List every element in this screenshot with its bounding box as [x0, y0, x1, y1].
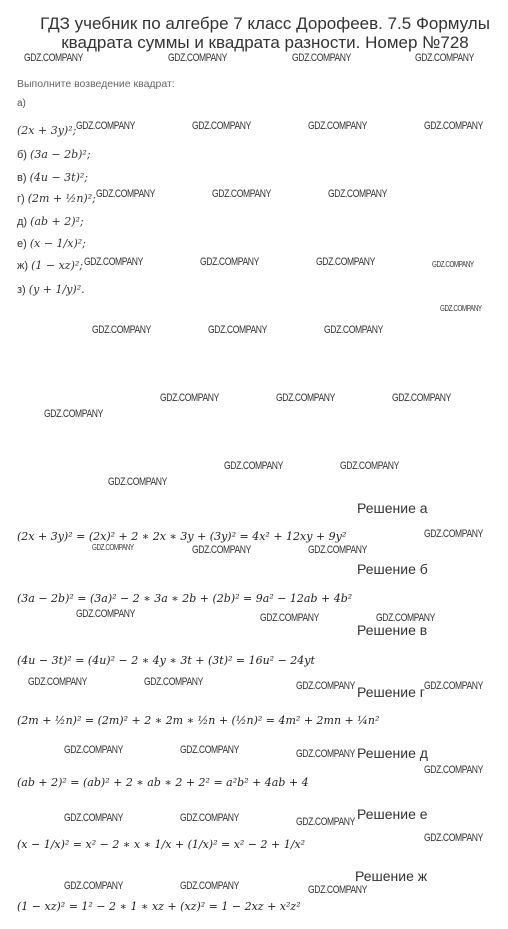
watermark: GDZ.COMPANY [28, 676, 87, 688]
task-expr: (1 − xz)²; [31, 259, 83, 272]
watermark: GDZ.COMPANY [424, 832, 483, 844]
solution-equation-e: (ab + 2)² = (ab)² + 2 ∗ ab ∗ 2 + 2² = a²b² + 4ab + 4 [17, 776, 309, 789]
watermark: GDZ.COMPANY [328, 188, 387, 200]
watermark: GDZ.COMPANY [340, 460, 399, 472]
watermark: GDZ.COMPANY [308, 884, 367, 896]
task-label: г) [17, 193, 25, 205]
watermark: GDZ.COMPANY [316, 256, 375, 268]
watermark: GDZ.COMPANY [64, 812, 123, 824]
watermark: GDZ.COMPANY [64, 744, 123, 756]
task-instruction: Выполните возведение квадрат: [17, 78, 175, 90]
watermark: GDZ.COMPANY [168, 52, 227, 64]
task-expr: (y + 1/y)². [28, 283, 85, 296]
watermark: GDZ.COMPANY [76, 120, 135, 132]
task-h [17, 283, 85, 296]
watermark: GDZ.COMPANY [92, 324, 151, 336]
task-expr: (4u − 3t)²; [29, 171, 88, 184]
solution-equation-f: (x − 1/x)² = x² − 2 ∗ x ∗ 1/x + (1/x)² = x² − 2 + 1/x² [17, 838, 306, 851]
watermark: GDZ.COMPANY [308, 120, 367, 132]
task-label: в) [17, 172, 27, 184]
watermark: GDZ.COMPANY [192, 544, 251, 556]
solution-equation-g: (1 − xz)² = 1² − 2 ∗ 1 ∗ xz + (xz)² = 1 − 2xz + x²z² [17, 900, 301, 913]
watermark: GDZ.COMPANY [224, 460, 283, 472]
task-e [17, 215, 84, 228]
task-expr: (2m + ½n)²; [27, 192, 96, 205]
watermark: GDZ.COMPANY [180, 880, 239, 892]
watermark: GDZ.COMPANY [208, 324, 267, 336]
task-label: д) [17, 216, 28, 228]
watermark: GDZ.COMPANY [392, 392, 451, 404]
solution-equation-b: (3a − 2b)² = (3a)² − 2 ∗ 3a ∗ 2b + (2b)² = 9a² − 12ab + 4b² [17, 592, 353, 605]
task-expr: (3a − 2b)²; [30, 148, 91, 161]
task-label: е) [17, 238, 27, 250]
watermark: GDZ.COMPANY [24, 52, 83, 64]
solution-heading-d: Решение г [357, 684, 425, 700]
task-c [17, 171, 88, 184]
task-d [17, 192, 96, 205]
task-expr: (ab + 2)²; [30, 215, 84, 228]
watermark: GDZ.COMPANY [296, 816, 355, 828]
watermark: GDZ.COMPANY [260, 612, 319, 624]
solution-heading-f: Решение е [357, 806, 428, 822]
watermark: GDZ.COMPANY [180, 812, 239, 824]
solution-heading-c: Решение в [357, 622, 428, 638]
solution-heading-e: Решение д [357, 745, 428, 761]
watermark: GDZ.COMPANY [324, 324, 383, 336]
task-label: ж) [17, 260, 29, 272]
watermark: GDZ.COMPANY [76, 608, 135, 620]
watermark: GDZ.COMPANY [192, 120, 251, 132]
task-expr: (x − 1/x)²; [29, 237, 86, 250]
watermark: GDZ.COMPANY [276, 392, 335, 404]
watermark: GDZ.COMPANY [432, 260, 474, 269]
watermark: GDZ.COMPANY [92, 543, 134, 552]
watermark: GDZ.COMPANY [376, 612, 435, 624]
watermark: GDZ.COMPANY [292, 52, 351, 64]
task-expr-a: (2x + 3y)²; [17, 124, 77, 137]
watermark: GDZ.COMPANY [296, 748, 355, 760]
watermark: GDZ.COMPANY [424, 120, 483, 132]
solution-heading-g: Решение ж [355, 868, 428, 884]
task-label: б) [17, 149, 27, 161]
watermark: GDZ.COMPANY [415, 52, 474, 64]
task-label-a: а) [17, 98, 26, 109]
watermark: GDZ.COMPANY [108, 476, 167, 488]
watermark: GDZ.COMPANY [160, 392, 219, 404]
watermark: GDZ.COMPANY [424, 528, 483, 540]
watermark: GDZ.COMPANY [212, 188, 271, 200]
watermark: GDZ.COMPANY [424, 764, 483, 776]
watermark: GDZ.COMPANY [144, 676, 203, 688]
watermark: GDZ.COMPANY [296, 680, 355, 692]
page-title: ГДЗ учебник по алгебре 7 класс Дорофеев. 7.5 Формулы квадрата суммы и квадрата разности. Номер №728 [40, 14, 490, 52]
watermark: GDZ.COMPANY [84, 256, 143, 268]
solution-heading-b: Решение б [357, 561, 428, 577]
solution-heading-a: Решение а [357, 500, 428, 516]
watermark: GDZ.COMPANY [440, 304, 482, 313]
watermark: GDZ.COMPANY [96, 188, 155, 200]
watermark: GDZ.COMPANY [180, 744, 239, 756]
watermark: GDZ.COMPANY [64, 880, 123, 892]
task-b [17, 148, 91, 161]
solution-equation-a: (2x + 3y)² = (2x)² + 2 ∗ 2x ∗ 3y + (3y)² = 4x² + 12xy + 9y² [17, 530, 347, 543]
solution-equation-d: (2m + ½n)² = (2m)² + 2 ∗ 2m ∗ ½n + (½n)² = 4m² + 2mn + ¼n² [17, 714, 380, 727]
task-f [17, 237, 86, 250]
watermark: GDZ.COMPANY [200, 256, 259, 268]
solution-equation-c: (4u − 3t)² = (4u)² − 2 ∗ 4y ∗ 3t + (3t)² = 16u² − 24yt [17, 654, 315, 667]
task-label: з) [17, 284, 26, 296]
watermark: GDZ.COMPANY [44, 408, 103, 420]
watermark: GDZ.COMPANY [308, 544, 367, 556]
task-g [17, 259, 83, 272]
watermark: GDZ.COMPANY [424, 680, 483, 692]
